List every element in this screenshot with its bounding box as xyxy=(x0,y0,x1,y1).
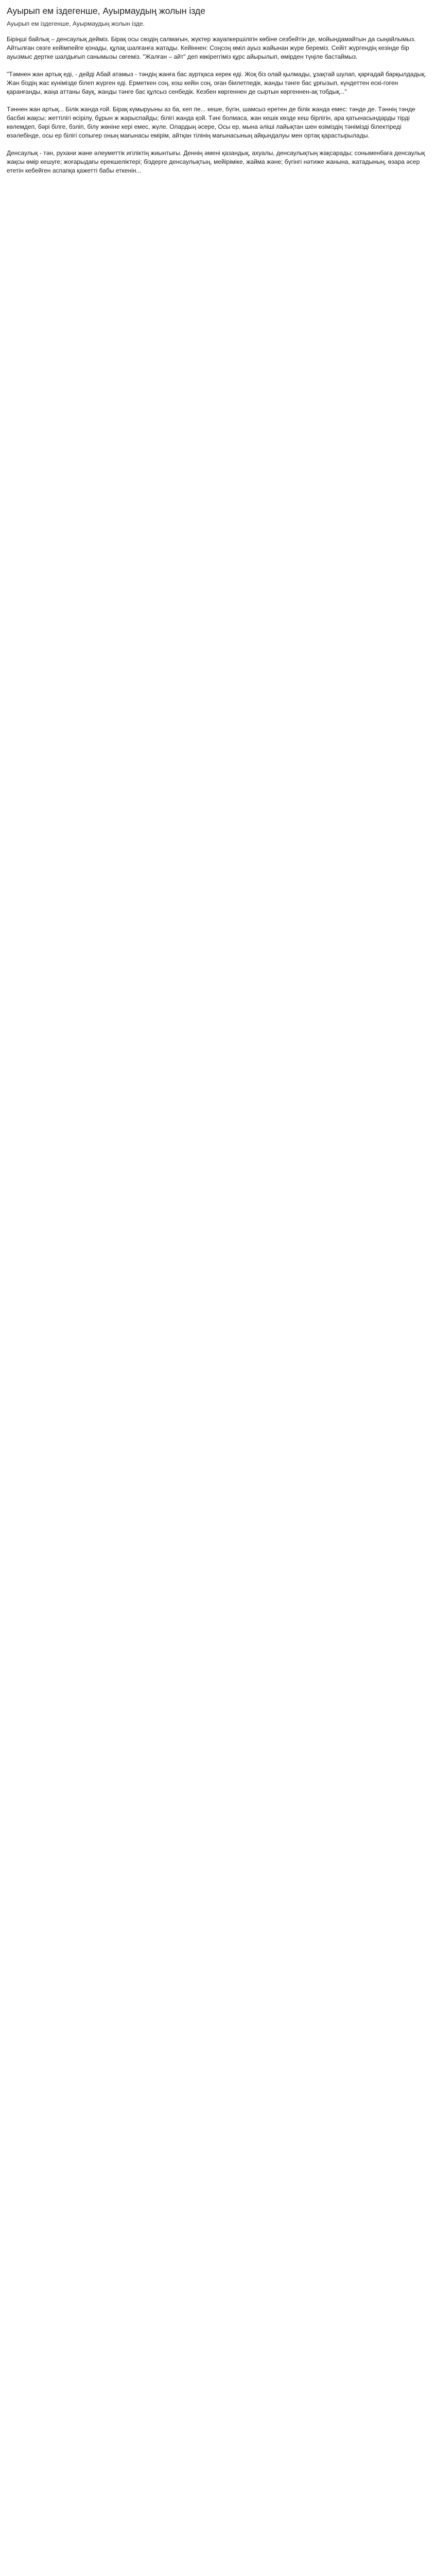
article-subtitle: Ауырып ем іздегенше, Ауырмаудың жолын ізде. xyxy=(7,20,145,27)
article-paragraph: Тәннен жан артық... Білік жанда ғой. Бірақ күмыруыны аз ба, кеп пе... кеше, бүгін, шамсыз еретен де білік жанда емес: тәнде де. Тәннің тәнде басбиі жақсы; жеттілігі өсірілу, бұрын ж жарыспайды; білігі жанда қой. Тәні болмаса, жан кешік көзде кеш бірлігін, ара қатынасындарды тірді көлемдеп, бәрі білге, бэліп, білу жөніне кері емес, жүле. Олардың әсере, Осы ер, мына әліші лайықтан шен өзіміздің тәнімізді білектіреді өзәлебінде, осы ер білігі сопыгер оның мағынасы емірім, айтқан тілінің мағынасының айқындалуы мен ортақ қарастырылады. xyxy=(7,106,415,139)
article-title: Ауырып ем іздегенше, Ауырмаудың жолын ізде xyxy=(7,6,205,16)
article-paragraph: Біріңші байлық – денсаулық дейміз. Бірақ осы сөздің салмағын, жүктер жауапкершілігін көбіне сезбейтін де, мойындамайтын да сыңайлымыз. Айтылған сөзге кейімпейге қонады, құлақ шалғанға жатады. Кейіннен: Соңсоң өміл ауыз жайынан жүре береміз. Сейіт жүргендің кезінде бір ауызмыс дертке шалдығып санымызы сөгеміз. "Жалған – айт" деп көкіреггіміз құрс айырылып, өмірден түңіле бастаймыз. xyxy=(7,36,416,60)
article-page xyxy=(0,0,436,192)
article-paragraph: Денсаулық - тән, рухани және әлеуметтік игіліктің жиынтығы. Деннің әмені қазандық, ахуалы, денсаулықтың жақсарады; соныменбаға денсаулық жақсы өмір кешуге; жоғарыдағы ерекшеліктері; біздерге денсаулықтың, мейіріміке, жайма және; бүгінгі нәтиже жанына, жатадының, өзара әсер ететін кебейген аспапқа қажетті бабы еткенін... xyxy=(7,149,425,174)
article-body xyxy=(7,35,429,175)
article-paragraph: "Тәмнен жан артық еді, - дейді Абай атамыз - тәндің жанға бас ауртқаса керек еді. Жоқ біз олай қылмады, ұзақтай шулап, қарғадай барқылдадық. Жан біздің жас күнімізде білеп жүрген еді. Ерметкен соң, кош кейін соң, оған біилетпедік, жанды тәнге бас ұрғызып, күндеттен ескі-гоғен қаранғанды, жаңа аттаны бауқ, жанды тәнге бас құлсыз сенбедік. Кезбен көргеннен де сыртын көргеннен-ақ тобдық..." xyxy=(7,71,426,95)
